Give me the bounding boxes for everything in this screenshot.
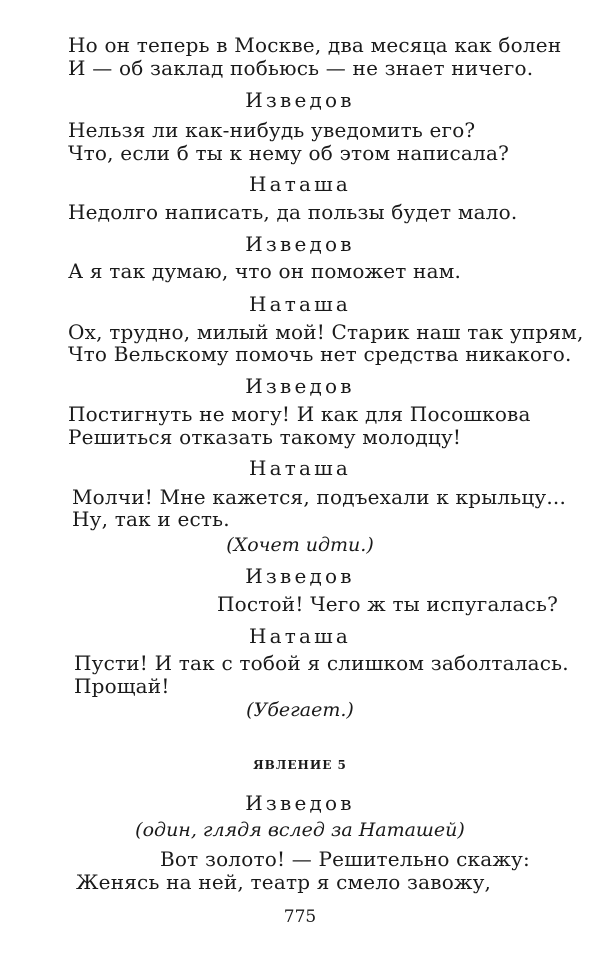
speaker-name: Изведов bbox=[245, 232, 355, 256]
speaker-name: Изведов bbox=[245, 564, 355, 588]
verse-line: Постой! Чего ж ты испугалась? bbox=[217, 592, 559, 616]
speaker-name: Изведов bbox=[245, 791, 355, 815]
scene-heading: ЯВЛЕНИЕ 5 bbox=[253, 758, 347, 772]
verse-line: Что, если б ты к нему об этом написала? bbox=[68, 141, 510, 165]
verse-line: И — об заклад побьюсь — не знает ничего. bbox=[68, 56, 534, 80]
verse-line: А я так думаю, что он поможет нам. bbox=[68, 259, 462, 283]
page-number: 775 bbox=[283, 907, 317, 927]
verse-line: Что Вельскому помочь нет средства никакого. bbox=[68, 342, 572, 366]
speaker-name: Наташа bbox=[248, 456, 352, 480]
verse-line: Молчи! Мне кажется, подъехали к крыльцу... bbox=[72, 485, 567, 509]
speaker-name: Наташа bbox=[248, 292, 352, 316]
speaker-name: Изведов bbox=[245, 88, 355, 112]
verse-line: Но он теперь в Москве, два месяца как болен bbox=[68, 33, 562, 57]
verse-line: Ну, так и есть. bbox=[72, 507, 230, 531]
verse-line: Решиться отказать такому молодцу! bbox=[68, 425, 462, 449]
speaker-name: Наташа bbox=[248, 172, 352, 196]
verse-line: Прощай! bbox=[74, 674, 170, 698]
verse-line: Ох, трудно, милый мой! Старик наш так упрям, bbox=[68, 320, 584, 344]
verse-line: Пусти! И так с тобой я слишком заболталась. bbox=[74, 651, 569, 675]
verse-line: Вот золото! — Решительно скажу: bbox=[160, 847, 530, 871]
verse-line: Недолго написать, да пользы будет мало. bbox=[68, 200, 518, 224]
verse-line: Женясь на ней, театр я смело завожу, bbox=[76, 870, 492, 894]
speaker-name: Изведов bbox=[245, 374, 355, 398]
stage-direction: (Хочет идти.) bbox=[226, 534, 374, 556]
verse-line: Постигнуть не могу! И как для Посошкова bbox=[68, 402, 531, 426]
speaker-name: Наташа bbox=[248, 624, 352, 648]
stage-direction: (один, глядя вслед за Наташей) bbox=[135, 819, 465, 841]
stage-direction: (Убегает.) bbox=[246, 699, 354, 721]
verse-line: Нельзя ли как-нибудь уведомить его? bbox=[68, 118, 476, 142]
